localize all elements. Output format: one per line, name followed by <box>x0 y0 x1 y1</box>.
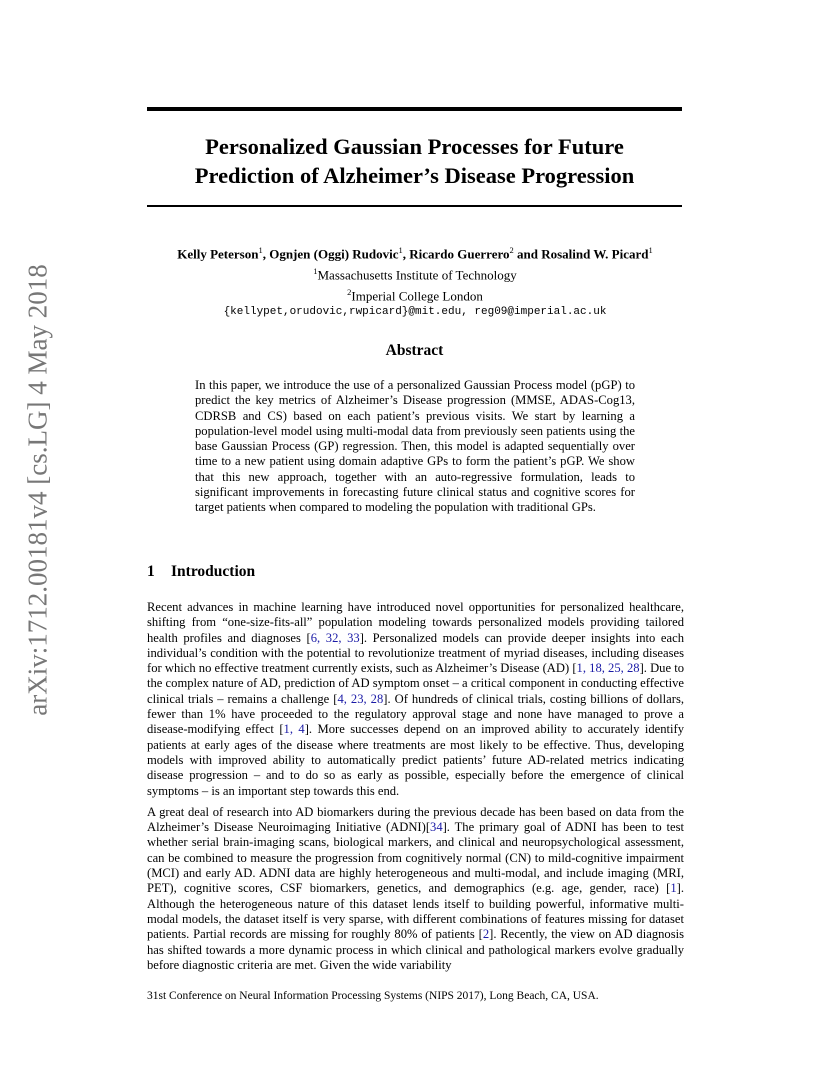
title-top-rule <box>147 107 682 111</box>
paragraph-text: ]. Personalized models can provide deeper insights into each individual’s condition with the potential to revolutionize treatment of myriad diseases, including diseases for which no effective treatment currently exists, such as Alzheimer’s Disease (AD) [ <box>147 630 684 676</box>
affiliation-2 <box>100 284 730 305</box>
affiliation-marker: 2 <box>347 286 352 297</box>
author-name: , Ricardo Guerrero <box>402 246 510 262</box>
affiliation-name: Massachusetts Institute of Technology <box>317 267 517 283</box>
author-block <box>100 242 730 321</box>
author-emails: {kellypet,orudovic,rwpicard}@mit.edu, reg09@imperial.ac.uk <box>223 306 607 319</box>
paragraph-text: ]. Recently, the view on AD diagnosis has shifted towards a more dynamic process in which clinical and pathological markers evolve gradually before diagnostic criteria are met. Given the wide variability <box>147 927 685 972</box>
section-heading <box>147 563 255 581</box>
paragraph-text: Recent advances in machine learning have introduced novel opportunities for personalized healthcare, shifting from “one-size-fits-all” population modeling towards personalized models providing tailored health profiles and diagnoses [ <box>147 600 684 645</box>
paragraph-text: ]. Due to the complex nature of AD, prediction of AD symptom onset – a critical component in conducting effective clinical trials – remains a challenge [ <box>147 661 685 706</box>
citation-link[interactable]: 34 <box>430 820 443 835</box>
affiliation-marker: 1 <box>313 265 318 276</box>
paragraph-text: ]. The primary goal of ADNI has been to test whether serial brain-imaging scans, biological markers, and clinical and neuropsychological assessment, can be combined to measure the progression from cognitively normal (CN) to mild-cognitive impairment (MCI) and early AD. ADNI data are highly heterogeneous and multi-modal, and include imaging (MRI, PET), cognitive scores, CSF biomarkers, genetics, and demographics (e.g. age, gender, race) [ <box>147 820 684 896</box>
conference-footer: 31st Conference on Neural Information Processing Systems (NIPS 2017), Long Beach, CA, USA. <box>147 990 599 1002</box>
paragraph-text: ]. Of hundreds of clinical trials, costing billions of dollars, fewer than 1% have proceeded to the regulatory approval stage and none have managed to prove a disease-modifying effect [ <box>147 691 685 737</box>
citation-link[interactable]: 4, 23, 28 <box>337 691 384 706</box>
title-line-1: Personalized Gaussian Processes for Future <box>205 134 624 159</box>
author-name: , Ognjen (Oggi) Rudovic <box>262 246 399 262</box>
affiliation-1 <box>100 263 730 284</box>
affiliation-name: Imperial College London <box>351 287 483 303</box>
affiliation-marker: 1 <box>258 245 263 255</box>
introduction-body <box>147 600 684 979</box>
section-title: Introduction <box>171 563 256 580</box>
abstract-text: In this paper, we introduce the use of a personalized Gaussian Process model (pGP) to predict the key metrics of Alzheimer’s Disease progression (MMSE, ADAS-Cog13, CDRSB and CS) based on each patient’s previous visits. We start by learning a population-level model using multi-modal data from previously seen patients using the base Gaussian Process (GP) regression. Then, this model is adapted sequentially over time to a new patient using domain adaptive GPs to form the patient’s pGP. We show that this new approach, together with an auto-regressive formulation, leads to significant improvements in forecasting future clinical status and cognitive scores for target patients when compared to modeling the population with traditional GPs. <box>195 378 635 515</box>
section-number: 1 <box>147 563 155 580</box>
paragraph <box>147 805 684 973</box>
abstract-heading: Abstract <box>385 342 444 359</box>
paragraph-text: ]. More successes depend on an improved ability to accurately identify patients at early ages of the disease where treatments are most likely to be effective. Thus, developing models with improved ability to automatically predict patients’ future AD-related metrics indicating disease progression – and to do so as early as possible, especially before the emergence of clinical symptoms – is an important step towards this end. <box>147 722 685 798</box>
title-bottom-rule <box>147 205 682 207</box>
author-name: and Rosalind W. Picard <box>513 246 649 262</box>
title-line-2: Prediction of Alzheimer’s Disease Progression <box>194 163 635 188</box>
citation-link[interactable]: 1, 4 <box>283 722 305 737</box>
arxiv-identifier: arXiv:1712.00181v4 [cs.LG] 4 May 2018 <box>22 264 53 716</box>
paper-title <box>147 132 682 190</box>
citation-link[interactable]: 1, 18, 25, 28 <box>576 661 640 676</box>
paragraph-text: ]. Although the heterogeneous nature of this dataset lends itself to building powerful, informative multi-modal models, the dataset itself is very sparse, with different combinations of features missing for dataset patients. Partial records are missing for roughly 80% of patients [ <box>147 881 684 942</box>
affiliation-marker: 2 <box>509 245 514 255</box>
citation-link[interactable]: 2 <box>482 927 490 942</box>
affiliation-marker: 1 <box>398 245 403 255</box>
affiliation-marker: 1 <box>648 245 653 255</box>
citation-link[interactable]: 1 <box>670 881 677 896</box>
citation-link[interactable]: 6, 32, 33 <box>310 630 360 645</box>
author-names <box>100 242 730 263</box>
paragraph <box>147 600 684 799</box>
paragraph-text: A great deal of research into AD biomarkers during the previous decade has been based on data from the Alzheimer’s Disease Neuroimaging Initiative (ADNI)[ <box>147 804 684 835</box>
author-name: Kelly Peterson <box>177 246 259 262</box>
